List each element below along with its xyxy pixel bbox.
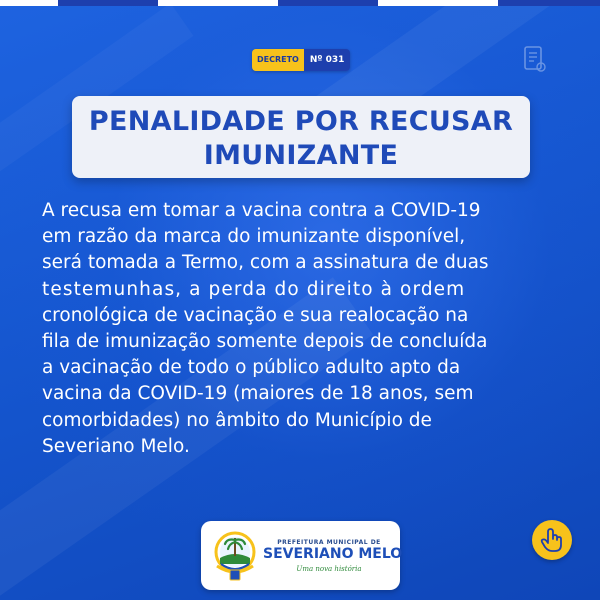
page-title-line-1: PENALIDADE POR RECUSAR bbox=[88, 106, 514, 137]
body-line: em razão da marca do imunizante disponível, bbox=[42, 226, 466, 248]
top-stripe-white bbox=[378, 0, 498, 6]
top-stripe-blue bbox=[498, 0, 600, 6]
top-stripe-blue bbox=[58, 0, 158, 6]
body-line: A recusa em tomar a vacina contra a COVID-19 bbox=[42, 200, 481, 221]
hand-pointer-button[interactable] bbox=[532, 520, 572, 560]
logo-slogan: Uma nova história bbox=[296, 565, 362, 573]
decree-label: DECRETO bbox=[252, 49, 304, 71]
body-line: vacina da COVID-19 (maiores de 18 anos, sem bbox=[42, 383, 474, 405]
body-line: a vacinação de todo o público adulto apto da bbox=[42, 357, 461, 379]
body-line: testemunhas, a perda do direito à ordem bbox=[42, 278, 466, 300]
decree-body-text bbox=[42, 198, 574, 460]
logo-municipality-name: SEVERIANO MELO bbox=[263, 546, 403, 562]
decree-badge bbox=[252, 49, 350, 71]
hand-pointer-icon bbox=[532, 520, 572, 560]
top-stripe-bar bbox=[0, 0, 600, 6]
body-line: será tomada a Termo, com a assinatura de duas bbox=[42, 252, 489, 274]
logo-top-text: PREFEITURA MUNICIPAL DE bbox=[277, 539, 381, 546]
document-icon bbox=[521, 45, 547, 73]
top-stripe-white bbox=[158, 0, 278, 6]
title-card bbox=[72, 96, 530, 178]
municipal-emblem-icon bbox=[213, 530, 257, 582]
body-line: Severiano Melo. bbox=[42, 435, 190, 457]
body-line: fila de imunização somente depois de concluída bbox=[42, 331, 488, 353]
top-stripe-white bbox=[0, 0, 58, 6]
page-title-line-2: IMUNIZANTE bbox=[203, 140, 399, 171]
decree-number: Nº 031 bbox=[304, 49, 351, 71]
body-line: cronológica de vacinação e sua realocação na bbox=[42, 304, 469, 326]
top-stripe-blue bbox=[278, 0, 378, 6]
municipal-logo bbox=[201, 521, 403, 590]
body-line: comorbidades) no âmbito do Município de bbox=[42, 409, 432, 431]
